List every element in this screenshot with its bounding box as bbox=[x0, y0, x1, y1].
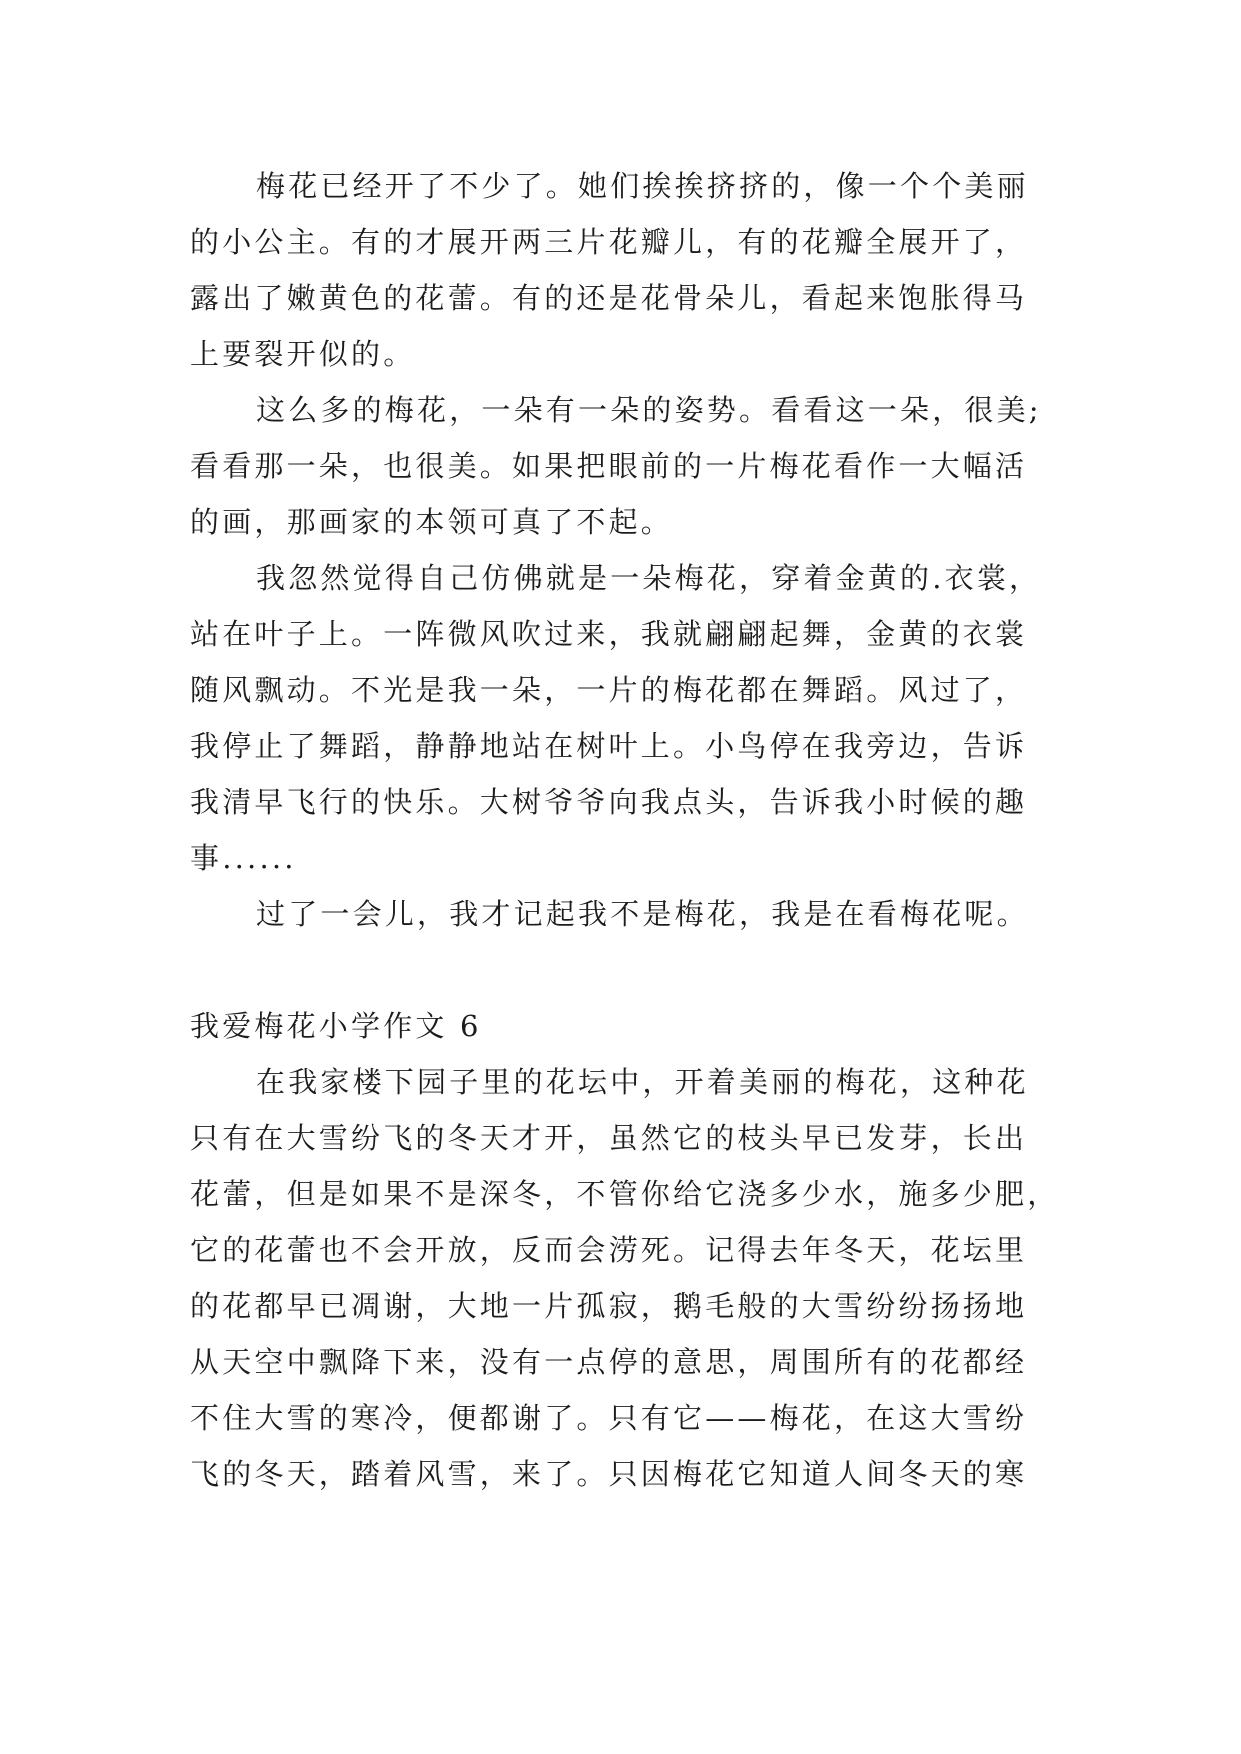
text-line: 我忽然觉得自己仿佛就是一朵梅花，穿着金黄的.衣裳， bbox=[256, 561, 1042, 595]
document-page bbox=[190, 158, 1060, 1502]
text-line: 从天空中飘降下来，没有一点停的意思，周围所有的花都经 bbox=[190, 1345, 1028, 1379]
text-line: 事...... bbox=[190, 841, 297, 875]
text-line: 在我家楼下园子里的花坛中，开着美丽的梅花，这种花 bbox=[256, 1065, 1029, 1099]
text-line: 的花都早已凋谢，大地一片孤寂，鹅毛般的大雪纷纷扬扬地 bbox=[190, 1289, 1028, 1323]
text-line: 我清早飞行的快乐。大树爷爷向我点头，告诉我小时候的趣 bbox=[190, 785, 1028, 819]
text-line: 这么多的梅花，一朵有一朵的姿势。看看这一朵，很美; bbox=[256, 393, 1042, 427]
text-line: 它的花蕾也不会开放，反而会涝死。记得去年冬天，花坛里 bbox=[190, 1233, 1028, 1267]
paragraph bbox=[190, 1054, 1060, 1502]
text-line: 过了一会儿，我才记起我不是梅花，我是在看梅花呢。 bbox=[256, 897, 1029, 931]
text-line: 站在叶子上。一阵微风吹过来，我就翩翩起舞，金黄的衣裳 bbox=[190, 617, 1028, 651]
text-line: 我停止了舞蹈，静静地站在树叶上。小鸟停在我旁边，告诉 bbox=[190, 729, 1028, 763]
paragraph bbox=[190, 886, 1060, 942]
text-line: 随风飘动。不光是我一朵，一片的梅花都在舞蹈。风过了， bbox=[190, 673, 1028, 707]
paragraph bbox=[190, 382, 1060, 550]
text-line: 的小公主。有的才展开两三片花瓣儿，有的花瓣全展开了， bbox=[190, 225, 1028, 259]
text-line: 看看那一朵，也很美。如果把眼前的一片梅花看作一大幅活 bbox=[190, 449, 1028, 483]
text-line: 上要裂开似的。 bbox=[190, 337, 416, 371]
text-line: 飞的冬天，踏着风雪，来了。只因梅花它知道人间冬天的寒 bbox=[190, 1457, 1028, 1491]
text-line: 花蕾，但是如果不是深冬，不管你给它浇多少水，施多少肥， bbox=[190, 1177, 1060, 1211]
text-line: 不住大雪的寒冷，便都谢了。只有它——梅花，在这大雪纷 bbox=[190, 1401, 1028, 1435]
section-gap bbox=[190, 942, 1060, 998]
paragraph bbox=[190, 158, 1060, 382]
text-line: 梅花已经开了不少了。她们挨挨挤挤的，像一个个美丽 bbox=[256, 169, 1029, 203]
paragraph bbox=[190, 550, 1060, 886]
text-line: 的画，那画家的本领可真了不起。 bbox=[190, 505, 674, 539]
text-line: 露出了嫩黄色的花蕾。有的还是花骨朵儿，看起来饱胀得马 bbox=[190, 281, 1028, 315]
text-line: 只有在大雪纷飞的冬天才开，虽然它的枝头早已发芽，长出 bbox=[190, 1121, 1028, 1155]
section-title: 我爱梅花小学作文 6 bbox=[190, 1009, 482, 1043]
